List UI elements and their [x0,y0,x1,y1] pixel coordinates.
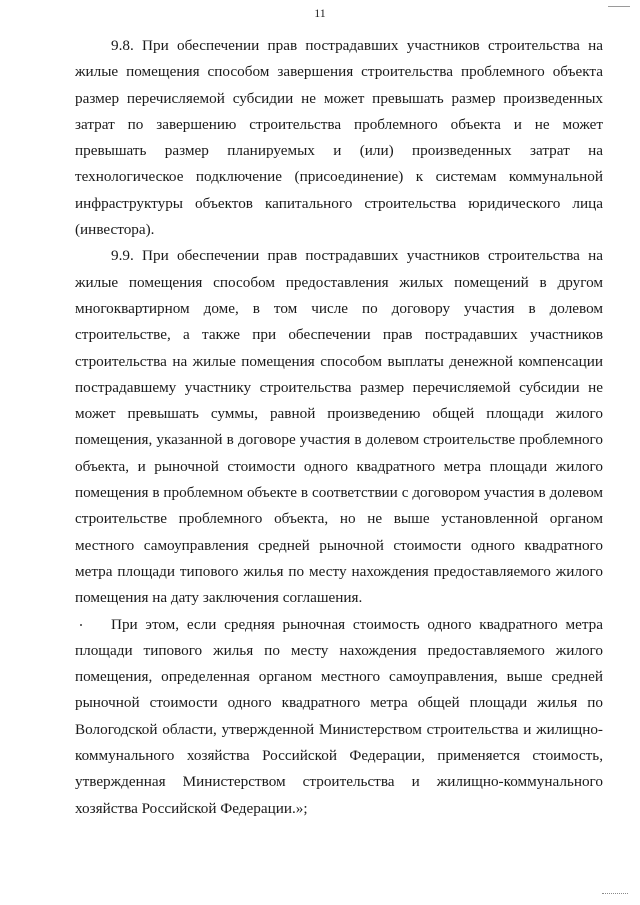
paragraph-9-9: 9.9. При обеспечении прав пострадавших участников строительства на жилые помещения способом предоставления жилых помещений в другом многоквартирном доме, в том числе по договору участия в долевом строительстве, а также при обеспечении прав пострадавших участников строительства на жилые помещения способом выплаты денежной компенсации пострадавшему участнику строительства размер перечисляемой субсидии не может превышать суммы, равной произведению общей площади жилого помещения, указанной в договоре участия в долевом строительстве проблемного объекта, и рыночной стоимости одного квадратного метра площади жилого помещения в проблемном объекте в соответствии с договором участия в долевом строительстве проблемного объекта, но не выше установленной органом местного самоуправления средней рыночной стоимости одного квадратного метра площади типового жилья по месту нахождения предоставляемого жилого помещения на дату заключения соглашения. [75,247,603,607]
page-number: 11 [314,6,326,20]
paragraph-exception-clause: При этом, если средняя рыночная стоимость одного квадратного метра площади типового жилья по месту нахождения предоставляемого жилого помещения, определенная органом местного самоуправления, выше средней рыночной стоимости одного квадратного метра общей площади жилья по Вологодской области, утвержденной Министерством строительства и жилищно-коммунального хозяйства Российской Федерации, применяется стоимость, утвержденная Министерством строительства и жилищно-коммунального хозяйства Российской Федерации.»; [75,615,603,817]
paragraph-9-8: 9.8. При обеспечении прав пострадавших участников строительства на жилые помещения способом завершения строительства проблемного объекта размер перечисляемой субсидии не может превышать размер произведенных затрат по завершению строительства проблемного объекта и не может превышать размер планируемых и (или) произведенных затрат на технологическое подключение (присоединение) к системам коммунальной инфраструктуры объектов капитального строительства юридического лица (инвестора). [75,37,603,239]
scan-artifact-bottom [602,893,628,897]
document-body [75,33,603,822]
scan-speck [80,624,82,626]
